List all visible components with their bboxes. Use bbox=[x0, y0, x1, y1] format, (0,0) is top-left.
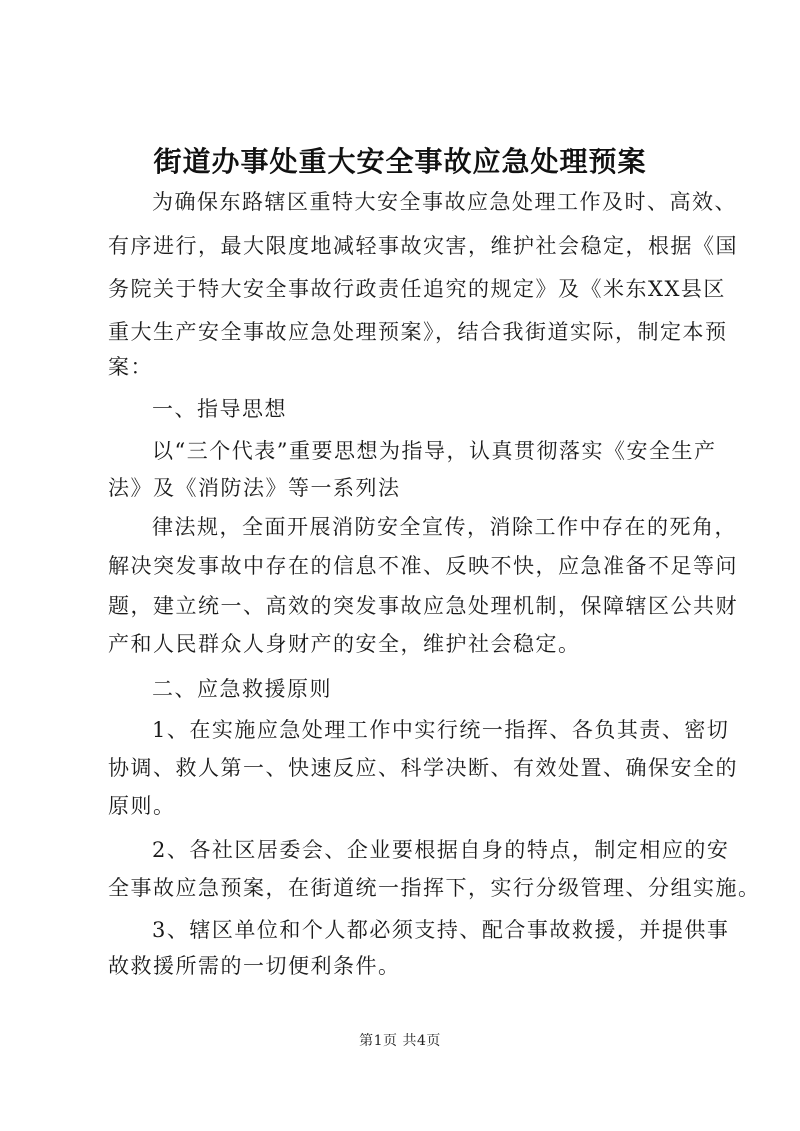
paragraph-line: 解决突发事故中存在的信息不准、反映不快，应急准备不足等问 bbox=[108, 554, 738, 578]
paragraph-line: 3、辖区单位和个人都必须支持、配合事故救援，并提供事 bbox=[152, 918, 730, 942]
document-title: 街道办事处重大安全事故应急处理预案 bbox=[153, 145, 647, 178]
paragraph-line: 原则。 bbox=[108, 794, 176, 818]
paragraph-line: 2、各社区居委会、企业要根据自身的特点，制定相应的安 bbox=[152, 838, 730, 862]
paragraph-line: 协调、救人第一、快速反应、科学决断、有效处置、确保安全的 bbox=[108, 756, 738, 780]
paragraph-line: 务院关于特大安全事故行政责任追究的规定》及《米东XX县区 bbox=[108, 277, 726, 301]
paragraph-line: 全事故应急预案，在街道统一指挥下，实行分级管理、分组实施。 bbox=[108, 876, 761, 900]
section-heading: 一、指导思想 bbox=[152, 397, 287, 421]
paragraph-line: 为确保东路辖区重特大安全事故应急处理工作及时、高效、 bbox=[152, 190, 737, 214]
page-indicator: 第1页 共4页 bbox=[359, 1033, 441, 1049]
paragraph-line: 案： bbox=[108, 355, 153, 379]
paragraph-line: 有序进行，最大限度地减轻事故灾害，维护社会稳定，根据《国 bbox=[108, 234, 738, 258]
paragraph-line: 1、在实施应急处理工作中实行统一指挥、各负其责、密切 bbox=[152, 718, 730, 742]
paragraph-line: 重大生产安全事故应急处理预案》，结合我街道实际，制定本预 bbox=[108, 320, 728, 344]
paragraph-line: 法》及《消防法》等一系列法 bbox=[108, 476, 401, 500]
paragraph-line: 以“三个代表”重要思想为指导，认真贯彻落实《安全生产 bbox=[152, 439, 717, 463]
paragraph-line: 故救援所需的一切便利条件。 bbox=[108, 954, 401, 978]
paragraph-line: 题，建立统一、高效的突发事故应急处理机制，保障辖区公共财 bbox=[108, 594, 738, 618]
section-heading: 二、应急救援原则 bbox=[152, 677, 332, 701]
paragraph-line: 律法规，全面开展消防安全宣传，消除工作中存在的死角， bbox=[152, 515, 737, 539]
paragraph-line: 产和人民群众人身财产的安全，维护社会稳定。 bbox=[108, 632, 581, 656]
